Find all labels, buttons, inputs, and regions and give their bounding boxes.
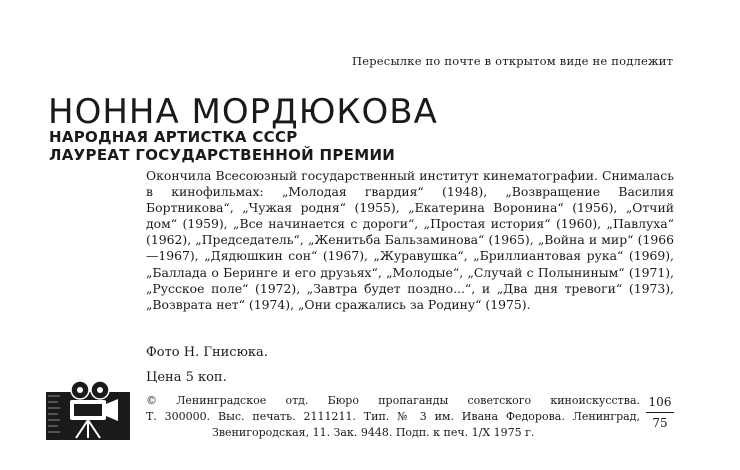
title-peoples-artist: НАРОДНАЯ АРТИСТКА СССР: [49, 128, 298, 146]
actress-name: НОННА МОРДЮКОВА: [48, 92, 438, 132]
imprint-line-3: Звенигородская, 11. Зак. 9448. Подп. к печ. 1/Х 1975 г.: [212, 426, 535, 439]
biography-text: Окончила Всесоюзный государственный институт кинематографии. Снималась в кинофильмах: „Молодая гвардия“ (1948), „Возвращение Василия Бортникова“, „Чужая родня“ (1955), „Екатерина Воронина“ (1956), „Отчий дом“ (1959), „Все начинается с дороги“, „Простая история“ (1960), „Павлуха“ (1962), „Председатель“, „Женитьба Бальзаминова“ (1965), „Война и мир“ (1966—1967), „Дядюшкин сон“ (1967), „Журавушка“, „Бриллиантовая рука“ (1969), „Баллада о Беринге и его друзьях“, „Молодые“, „Случай с Полыниным“ (1971), „Русское поле“ (1972), „Завтра будет поздно...“, и „Два дня тревоги“ (1973), „Возврата нет“ (1974), „Они сражались за Родину“ (1975).: [146, 168, 674, 312]
imprint-line-1: © Ленинградское отд. Бюро пропаганды советского киноискусства.: [146, 394, 640, 407]
catalog-code: [646, 394, 674, 431]
imprint-block: [146, 393, 640, 441]
catalog-code-divider: [646, 412, 674, 413]
title-state-prize: ЛАУРЕАТ ГОСУДАРСТВЕННОЙ ПРЕМИИ: [49, 146, 396, 164]
film-camera-icon: [46, 380, 130, 440]
honorary-titles: [49, 128, 395, 164]
price-label: Цена 5 коп.: [146, 370, 227, 385]
catalog-code-denominator: 75: [652, 416, 668, 430]
photo-credit: Фото Н. Гнисюка.: [146, 345, 268, 360]
mail-notice: Пересылке по почте в открытом виде не подлежит: [352, 54, 674, 68]
imprint-line-2: Т. 300000. Выс. печать. 2111211. Тип. № 3 им. Ивана Федорова. Ленинград,: [146, 410, 640, 423]
catalog-code-numerator: 106: [648, 395, 672, 409]
